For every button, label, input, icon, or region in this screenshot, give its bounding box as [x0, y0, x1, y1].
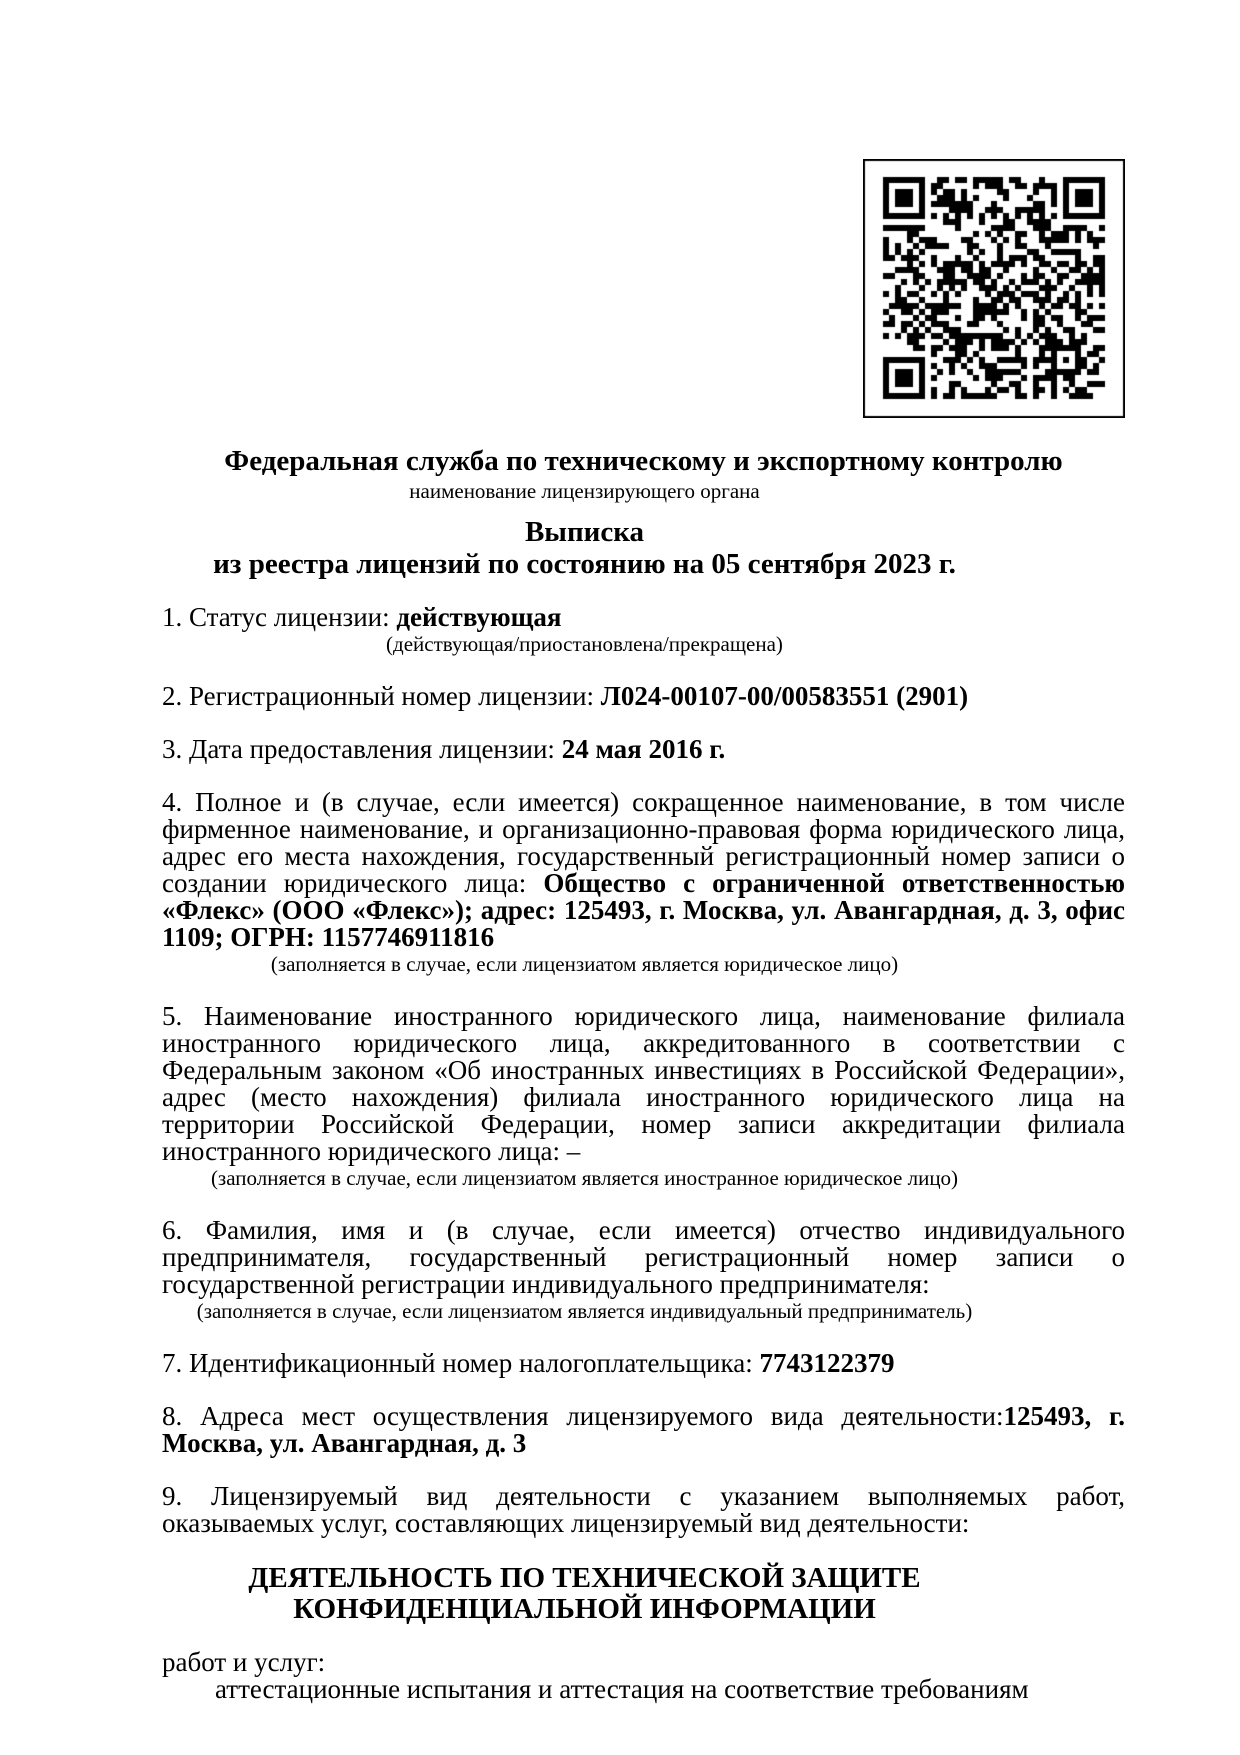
item-2-value: Л024-00107-00/00583551 (2901): [600, 681, 969, 711]
item-8-activity-addresses: [162, 1403, 1125, 1457]
document-title: Выписка: [524, 516, 645, 548]
item-7-label: 7. Идентификационный номер налогоплательщика:: [162, 1348, 760, 1378]
item-6-note: (заполняется в случае, если лицензиатом является индивидуальный предприниматель): [196, 1299, 973, 1323]
item-2-registration-number: [162, 683, 1125, 710]
document-content: [162, 444, 1125, 1703]
licensing-authority-name: Федеральная служба по техническому и экспортному контролю: [224, 445, 1063, 477]
item-4-note: (заполняется в случае, если лицензиатом является юридическое лицо): [270, 952, 899, 976]
works-and-services-label: работ и услуг:: [162, 1647, 326, 1677]
qr-code: [863, 159, 1125, 418]
spacer: [162, 504, 1007, 516]
item-9-text: 9. Лицензируемый вид деятельности с указанием выполняемых работ, оказываемых услуг, составляющих лицензируемый вид деятельности:: [162, 1481, 1125, 1538]
activity-heading: ДЕЯТЕЛЬНОСТЬ ПО ТЕХНИЧЕСКОЙ ЗАЩИТЕ КОНФИДЕНЦИАЛЬНОЙ ИНФОРМАЦИИ: [248, 1562, 921, 1625]
item-3-grant-date: [162, 736, 1125, 763]
licensing-authority-caption: наименование лицензирующего органа: [409, 479, 760, 503]
item-6-entrepreneur: [162, 1217, 1125, 1298]
item-8-value: 125493, г. Москва, ул. Авангардная, д. 3: [162, 1401, 1126, 1458]
item-7-value: 7743122379: [759, 1348, 895, 1378]
document-title-date-line: из реестра лицензий по состоянию на 05 сентября 2023 г.: [213, 548, 956, 580]
item-6-text: 6. Фамилия, имя и (в случае, если имеется) отчество индивидуального предпринимателя, государственный регистрационный номер записи о государственной регистрации индивидуального предпринимателя:: [162, 1215, 1125, 1299]
item-7-inn: [162, 1350, 1125, 1377]
item-3-value: 24 мая 2016 г.: [561, 734, 726, 764]
works-and-services-item: аттестационные испытания и аттестация на соответствие требованиям: [215, 1674, 1029, 1704]
item-5-foreign-entity: [162, 1003, 1125, 1165]
item-5-note: (заполняется в случае, если лицензиатом является иностранное юридическое лицо): [210, 1166, 959, 1190]
item-8-label: 8. Адреса мест осуществления лицензируемого вида деятельности:: [162, 1401, 1004, 1431]
item-4-legal-entity: [162, 789, 1125, 951]
item-1-value: действующая: [396, 602, 562, 632]
item-4-value: Общество с ограниченной ответственностью «Флекс» (ООО «Флекс»); адрес: 125493, г. Москва, ул. Авангардная, д. 3, офис 1109; ОГРН: 1157746911816: [162, 868, 1126, 952]
item-5-text: 5. Наименование иностранного юридического лица, наименование филиала иностранного юридического лица, аккредитованного в соответствии с Федеральным законом «Об иностранных инвестициях в Российской Федерации», адрес (место нахождения) филиала иностранного юридического лица на территории Российской Федерации, номер записи аккредитации филиала иностранного юридического лица: –: [162, 1001, 1125, 1166]
item-4-text: 4. Полное и (в случае, если имеется) сокращенное наименование, в том числе фирменное наименование, и организационно-правовая форма юридического лица, адрес его места нахождения, государственный регистрационный номер записи о создании юридического лица:: [162, 787, 1125, 898]
item-9-licensed-activity: [162, 1483, 1125, 1537]
document-header: [162, 444, 1125, 580]
item-1-label: 1. Статус лицензии:: [162, 602, 397, 632]
item-1-note: (действующая/приостановлена/прекращена): [386, 632, 783, 656]
item-1-license-status: [162, 604, 1125, 631]
item-2-label: 2. Регистрационный номер лицензии:: [162, 681, 601, 711]
item-3-label: 3. Дата предоставления лицензии:: [162, 734, 562, 764]
